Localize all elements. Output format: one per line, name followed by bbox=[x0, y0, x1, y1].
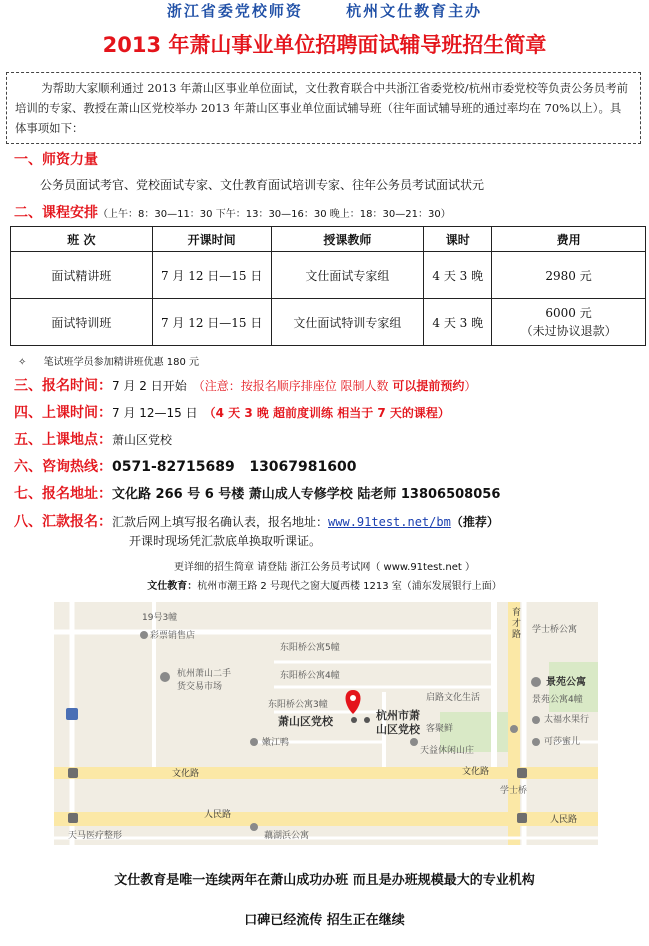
class-hours-cell: 4 天 3 晚 bbox=[424, 252, 492, 299]
map-label: 天马医疗整形 bbox=[68, 831, 123, 841]
map-label: 嫩江鸭 bbox=[262, 738, 290, 748]
hotline-value: 0571-82715689 13067981600 bbox=[112, 459, 357, 475]
map-label: 景苑公寓 bbox=[546, 677, 586, 688]
map-road-label: 育才路 bbox=[512, 608, 522, 640]
class-time-note: （4 天 3 晚 超前度训练 相当于 7 天的课程） bbox=[203, 406, 450, 420]
map-road-label: 文化路 bbox=[172, 769, 200, 779]
map-label: 景苑公寓4幢 bbox=[532, 695, 583, 705]
course-table bbox=[10, 226, 646, 346]
map-road-label: 人民路 bbox=[550, 815, 578, 825]
class-date-cell: 7 月 12 日—15 日 bbox=[152, 299, 271, 346]
location-value: 萧山区党校 bbox=[112, 433, 173, 447]
hotline-heading: 六、咨询热线： bbox=[14, 459, 112, 475]
section-schedule-times: （上午：8：30—11：30 下午：13：30—16：30 晚上：18：30—21：30） bbox=[98, 209, 451, 220]
company-address: 杭州市潮王路 2 号现代之窗大厦西楼 1213 室（浦东发展银行上面） bbox=[197, 581, 502, 592]
map-label: 藕湖浜公寓 bbox=[264, 831, 310, 841]
company-address-line bbox=[0, 580, 649, 594]
payment-line2: 开课时现场凭汇款底单换取听课证。 bbox=[129, 534, 322, 548]
class-fee-cell bbox=[492, 299, 646, 346]
address-heading: 七、报名地址： bbox=[14, 486, 112, 502]
section-schedule-heading bbox=[14, 202, 451, 226]
table-row bbox=[11, 299, 646, 346]
footer-line1: 文仕教育是唯一连续两年在萧山成功办班 而且是办班规模最大的专业机构 bbox=[114, 873, 535, 888]
signup-time-note: （注意：按报名顺序排座位 限制人数 bbox=[192, 379, 393, 393]
class-time-heading: 四、上课时间： bbox=[14, 405, 112, 421]
column-header: 班 次 bbox=[11, 227, 153, 252]
location-row bbox=[14, 428, 172, 452]
map-label: 19号3幢 bbox=[142, 613, 178, 623]
fee-note: （未过协议退款） bbox=[520, 324, 617, 338]
map-label: 启路文化生活 bbox=[426, 693, 481, 703]
map-label: 天益休闲山庄 bbox=[420, 746, 475, 756]
map-label: 东阳桥公寓4幢 bbox=[280, 671, 340, 681]
class-fee-cell bbox=[492, 252, 646, 299]
map-label-hz-party-school: 杭州市萧 bbox=[376, 709, 420, 722]
header-tagline: 浙江省委党校师资 杭州文仕教育主办 bbox=[166, 2, 483, 20]
more-info-line: 更详细的招生简章 请登陆 浙江公务员考试网（ www.91test.net ） bbox=[173, 562, 476, 573]
payment-heading: 八、汇款报名： bbox=[14, 514, 112, 530]
signup-time-row bbox=[14, 374, 476, 398]
signup-time-heading: 三、报名时间： bbox=[14, 378, 112, 394]
section-teachers-content: 公务员面试考官、党校面试专家、文仕教育面试培训专家、往年公务员考试面试状元 bbox=[40, 178, 485, 192]
class-name-cell: 面试精讲班 bbox=[11, 252, 153, 299]
section-schedule-title: 二、课程安排 bbox=[14, 205, 98, 221]
section-teachers-heading: 一、师资力量 bbox=[14, 152, 98, 168]
column-header: 开课时间 bbox=[152, 227, 271, 252]
footer-line2: 口碑已经流传 招生正在继续 bbox=[244, 913, 405, 928]
class-time-value: 7 月 12—15 日 bbox=[112, 406, 198, 420]
page-title: 2013 年萧山事业单位招聘面试辅导班招生简章 bbox=[102, 33, 547, 57]
payment-text: 汇款后网上填写报名确认表，报名地址： bbox=[112, 515, 329, 529]
map-label: 学士桥 bbox=[500, 786, 528, 796]
map-label: 学士桥公寓 bbox=[532, 625, 578, 635]
map-label-party-school: 萧山区党校 bbox=[278, 715, 333, 728]
map-label: 货交易市场 bbox=[177, 682, 223, 692]
location-heading: 五、上课地点： bbox=[14, 432, 112, 448]
signup-time-value: 7 月 2 日开始 bbox=[112, 379, 187, 393]
location-map bbox=[54, 602, 598, 845]
column-header: 费用 bbox=[492, 227, 646, 252]
signup-time-reserve: 可以提前预约 bbox=[392, 379, 465, 393]
map-label: 东阳桥公寓5幢 bbox=[280, 643, 340, 653]
map-label: 彩票销售店 bbox=[150, 631, 196, 641]
discount-note-text: 笔试班学员参加精讲班优惠 180 元 bbox=[43, 357, 200, 368]
map-label: 东阳桥公寓3幢 bbox=[268, 700, 328, 710]
discount-note bbox=[18, 355, 199, 371]
address-row bbox=[14, 482, 500, 507]
class-teacher-cell: 文仕面试特训专家组 bbox=[271, 299, 424, 346]
recommend-label: （推荐） bbox=[450, 515, 499, 529]
column-header: 授课教师 bbox=[271, 227, 424, 252]
class-hours-cell: 4 天 3 晚 bbox=[424, 299, 492, 346]
column-header: 课时 bbox=[424, 227, 492, 252]
signup-link[interactable]: www.91test.net/bm bbox=[328, 515, 451, 529]
class-time-row bbox=[14, 401, 450, 425]
map-label: 可莎蜜儿 bbox=[544, 737, 581, 747]
map-label: 客聚鲜 bbox=[426, 724, 454, 734]
diamond-bullet-icon: ✧ bbox=[18, 357, 27, 368]
table-row bbox=[11, 252, 646, 299]
class-name-cell: 面试特训班 bbox=[11, 299, 153, 346]
hotline-row bbox=[14, 455, 356, 479]
signup-time-note-end: ） bbox=[464, 379, 477, 393]
table-header-row bbox=[11, 227, 646, 252]
map-road-label: 文化路 bbox=[462, 767, 490, 777]
intro-paragraph: 为帮助大家顺利通过 2013 年萧山区事业单位面试，文仕教育联合中共浙江省委党校/杭州市委党校等负责公务员考前培训的专家、教授在萧山区党校举办 2013 年萧山区事业单位面试辅导班（往年面试辅导班的通过率均在 70%以上）。具体事项如下： bbox=[6, 72, 641, 144]
fee-value: 2980 元 bbox=[545, 268, 592, 283]
fee-value: 6000 元 bbox=[545, 306, 592, 320]
class-date-cell: 7 月 12 日—15 日 bbox=[152, 252, 271, 299]
class-teacher-cell: 文仕面试专家组 bbox=[271, 252, 424, 299]
map-label-hz-party-school-2: 山区党校 bbox=[376, 723, 420, 736]
address-value: 文化路 266 号 6 号楼 萧山成人专修学校 陆老师 13806508056 bbox=[112, 487, 501, 502]
company-label: 文仕教育： bbox=[147, 581, 198, 592]
map-road-label: 人民路 bbox=[204, 810, 232, 820]
map-label: 太福水果行 bbox=[544, 715, 590, 725]
map-label: 杭州萧山二手 bbox=[177, 669, 232, 679]
